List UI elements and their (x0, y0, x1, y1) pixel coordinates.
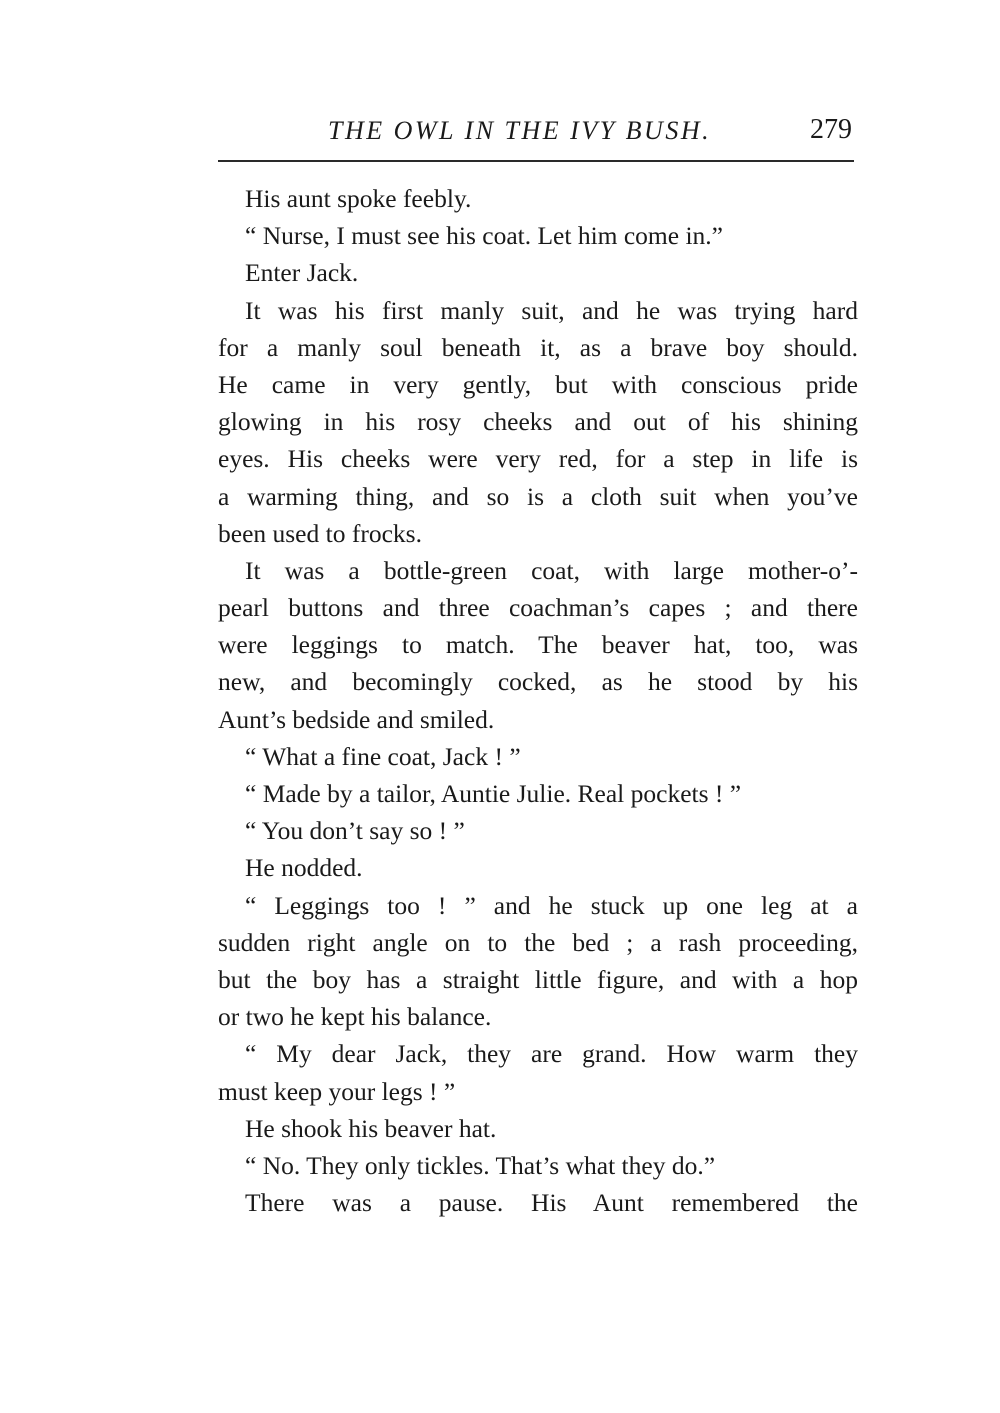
text-line: for a manly soul beneath it, as a brave boy should. (218, 332, 858, 362)
text-line: “ You don’t say so ! ” (245, 816, 465, 846)
header-rule (218, 160, 854, 162)
text-line: or two he kept his balance. (218, 1002, 492, 1032)
text-line: sudden right angle on to the bed ; a rash proceeding, (218, 927, 858, 957)
running-title: THE OWL IN THE IVY BUSH. (328, 116, 712, 145)
text-line: “ No. They only tickles. That’s what they do.” (245, 1150, 716, 1180)
running-header (218, 108, 852, 148)
text-line: been used to frocks. (218, 518, 422, 548)
text-line: “ Nurse, I must see his coat. Let him come in.” (245, 221, 723, 251)
text-line: There was a pause. His Aunt remembered the (245, 1188, 858, 1218)
text-line: He nodded. (245, 853, 363, 883)
text-line: “ Made by a tailor, Auntie Julie. Real pockets ! ” (245, 779, 742, 808)
text-line: glowing in his rosy cheeks and out of his shining (218, 407, 858, 437)
page-number: 279 (810, 114, 852, 145)
text-line: were leggings to match. The beaver hat, too, was (218, 630, 858, 660)
text-line: pearl buttons and three coachman’s capes ; and there (218, 593, 858, 623)
body-text (218, 180, 858, 1221)
text-line: must keep your legs ! ” (218, 1076, 456, 1106)
text-line: “ My dear Jack, they are grand. How warm they (245, 1039, 858, 1069)
text-line: He shook his beaver hat. (245, 1113, 497, 1143)
text-line: Aunt’s bedside and smiled. (218, 704, 495, 734)
text-line: His aunt spoke feebly. (245, 184, 472, 213)
text-line: eyes. His cheeks were very red, for a step in life is (218, 444, 858, 474)
text-line: It was his first manly suit, and he was trying hard (245, 295, 858, 325)
text-line: a warming thing, and so is a cloth suit when you’ve (218, 481, 858, 511)
text-line: new, and becomingly cocked, as he stood by his (218, 667, 858, 697)
text-line: “ What a fine coat, Jack ! ” (245, 741, 521, 771)
text-line: It was a bottle-green coat, with large mother-o’- (245, 555, 858, 585)
text-line: He came in very gently, but with conscious pride (218, 369, 858, 399)
text-line: “ Leggings too ! ” and he stuck up one leg at a (245, 890, 858, 920)
text-line: but the boy has a straight little figure, and with a hop (218, 964, 858, 994)
text-line: Enter Jack. (245, 258, 359, 288)
